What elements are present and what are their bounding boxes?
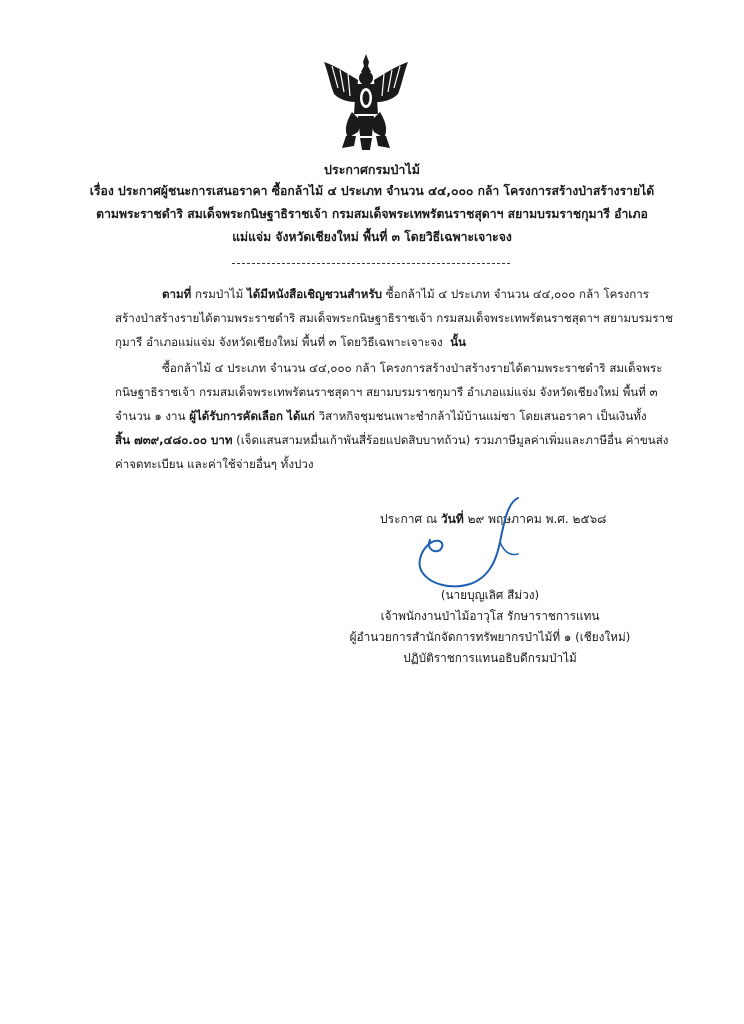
paragraph-2-line-4 — [115, 432, 668, 450]
text-fragment: วิสาหกิจชุมชนเพาะชำกล้าไม้บ้านแม่ซา — [314, 409, 520, 423]
signer-position-2: ผู้อำนวยการสำนักจัดการทรัพยากรป่าไม้ที่ ๑ (เชียงใหม่) — [349, 630, 631, 644]
text-fragment: ซื้อกล้าไม้ ๔ ประเภท จำนวน ๔๔,๐๐๐ กล้า โครงการ — [382, 287, 650, 301]
signer-position-3: ปฏิบัติราชการแทนอธิบดีกรมป่าไม้ — [403, 651, 577, 665]
paragraph-2-line-5: ค่าจดทะเบียน และค่าใช้จ่ายอื่นๆ ทั้งปวง — [115, 457, 314, 471]
bold-fragment: ได้มีหนังสือเชิญชวนสำหรับ — [246, 287, 383, 301]
paragraph-2-line-1: ซื้อกล้าไม้ ๔ ประเภท จำนวน ๔๔,๐๐๐ กล้า โครงการสร้างป่าสร้างรายได้ตามพระราชดำริ สมเด็จพระ — [162, 361, 663, 375]
text-fragment: กรมป่าไม้ — [191, 287, 247, 301]
signer-position-1: เจ้าพนักงานป่าไม้อาวุโส รักษาราชการแทน — [380, 609, 600, 623]
paragraph-2-line-2: กนิษฐาธิราชเจ้า กรมสมเด็จพระเทพรัตนราชสุดาฯ สยามบรมราชกุมารี อำเภอแม่แจ่ม จังหวัดเชียงใหม่ พื้นที่ ๓ — [115, 385, 658, 399]
subject-line-1: เรื่อง ประกาศผู้ชนะการเสนอราคา ซื้อกล้าไม้ ๔ ประเภท จำนวน ๔๔,๐๐๐ กล้า โครงการสร้างป่าสร้างรายได้ — [89, 184, 655, 198]
bold-fragment: นั้น — [450, 335, 466, 349]
garuda-emblem-icon — [318, 52, 414, 152]
separator-rule — [232, 263, 510, 264]
text-fragment: กุมารี อำเภอแม่แจ่ม จังหวัดเชียงใหม่ พื้นที่ ๓ โดยวิธีเฉพาะเจาะจง — [115, 335, 443, 349]
text-fragment: (เจ็ดแสนสามหมื่นเก้าพันสี่ร้อยแปดสิบบาทถ้วน) รวมภาษีมูลค่าเพิ่มและภาษีอื่น ค่าขนส่ง — [232, 433, 669, 447]
subject-line-3: แม่แจ่ม จังหวัดเชียงใหม่ พื้นที่ ๓ โดยวิธีเฉพาะเจาะจง — [232, 230, 512, 244]
paragraph-1-line-3 — [115, 334, 466, 352]
paragraph-1-line-1 — [162, 286, 649, 304]
text-fragment: จำนวน ๑ งาน — [115, 409, 190, 423]
paragraph-2-line-3 — [115, 408, 647, 426]
paragraph-1-line-2: สร้างป่าสร้างรายได้ตามพระราชดำริ สมเด็จพระกนิษฐาธิราชเจ้า กรมสมเด็จพระเทพรัตนราชสุดาฯ สยามบรมราช — [115, 311, 673, 325]
text-fragment: โดยเสนอราคา เป็นเงินทั้ง — [519, 409, 647, 423]
date-value: ๒๙ พฤษภาคม พ.ศ. ๒๕๖๘ — [463, 512, 607, 526]
date-prefix: ประกาศ ณ — [380, 512, 441, 526]
lead-word: ตามที่ — [162, 287, 192, 301]
announcement-title: ประกาศกรมป่าไม้ — [324, 162, 420, 177]
announcement-subject — [80, 180, 664, 249]
signer-name: (นายบุญเลิศ สีม่วง) — [440, 588, 540, 602]
bold-amount: สิ้น ๗๓๙,๔๘๐.๐๐ บาท — [115, 433, 233, 447]
bold-fragment: ผู้ได้รับการคัดเลือก ได้แก่ — [189, 409, 315, 423]
date-label: วันที่ — [440, 512, 464, 526]
subject-line-2: ตามพระราชดำริ สมเด็จพระกนิษฐาธิราชเจ้า กรมสมเด็จพระเทพรัตนราชสุดาฯ สยามบรมราชกุมารี อำเภอ — [96, 207, 648, 221]
